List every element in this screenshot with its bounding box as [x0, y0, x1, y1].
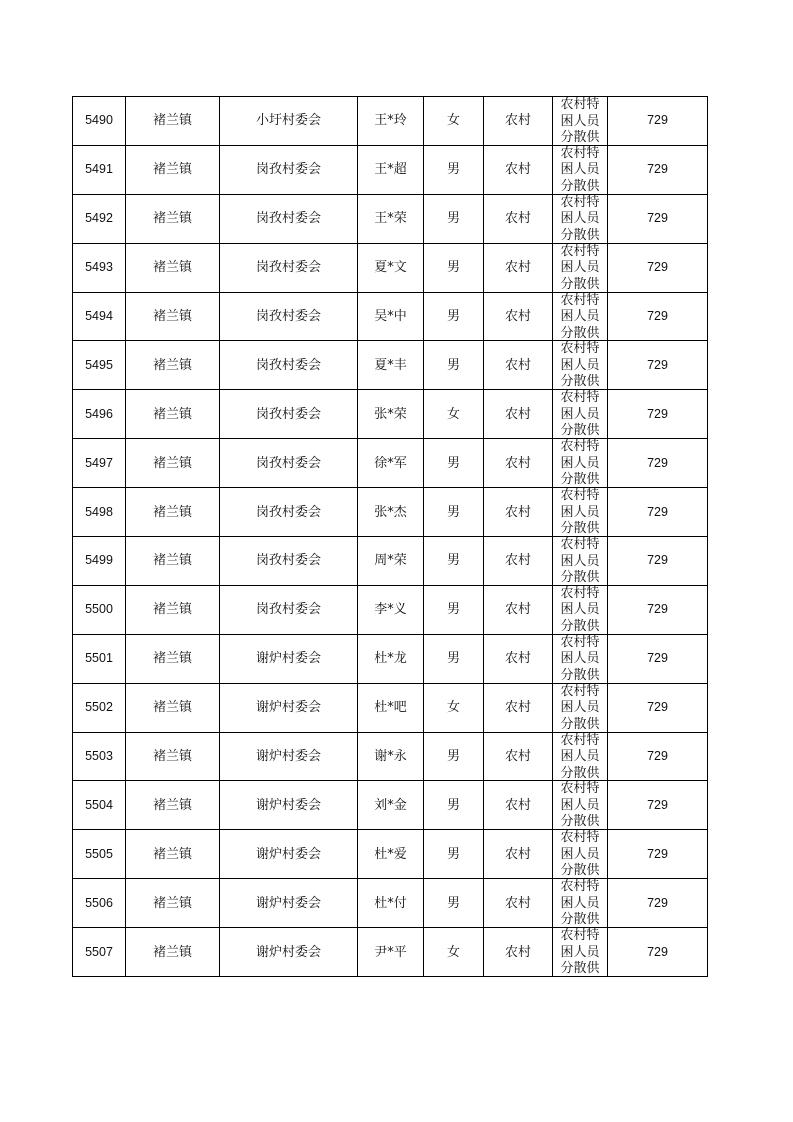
cell-town: 褚兰镇: [126, 781, 220, 830]
cell-gender: 男: [424, 879, 484, 928]
cell-village-committee: 谢炉村委会: [220, 683, 358, 732]
table-row: [73, 634, 708, 683]
cell-person-name: 王*玲: [358, 97, 424, 146]
cell-assistance-category: [553, 439, 608, 488]
cell-village-committee: 岗孜村委会: [220, 439, 358, 488]
cell-town: 褚兰镇: [126, 390, 220, 439]
cell-person-name: 刘*金: [358, 781, 424, 830]
assistance-category-text: 农村特困人员分散供: [560, 781, 600, 829]
cell-village-committee: 岗孜村委会: [220, 292, 358, 341]
cell-assistance-category: [553, 390, 608, 439]
cell-village-committee: 谢炉村委会: [220, 634, 358, 683]
cell-amount: 729: [608, 341, 708, 390]
cell-village-committee: 岗孜村委会: [220, 243, 358, 292]
cell-area-type: 农村: [484, 488, 553, 537]
table-row: [73, 585, 708, 634]
assistance-category-text: 农村特困人员分散供: [560, 830, 600, 878]
cell-amount: 729: [608, 390, 708, 439]
cell-town: 褚兰镇: [126, 683, 220, 732]
cell-assistance-category: [553, 879, 608, 928]
cell-serial-number: 5502: [73, 683, 126, 732]
cell-village-committee: 谢炉村委会: [220, 879, 358, 928]
assistance-category-text: 农村特困人员分散供: [560, 879, 600, 927]
cell-area-type: 农村: [484, 634, 553, 683]
cell-area-type: 农村: [484, 243, 553, 292]
cell-gender: 女: [424, 683, 484, 732]
cell-serial-number: 5492: [73, 194, 126, 243]
table-row: [73, 341, 708, 390]
cell-amount: 729: [608, 879, 708, 928]
cell-person-name: 杜*吧: [358, 683, 424, 732]
cell-assistance-category: [553, 488, 608, 537]
table-row: [73, 194, 708, 243]
cell-assistance-category: [553, 97, 608, 146]
cell-village-committee: 岗孜村委会: [220, 194, 358, 243]
cell-amount: 729: [608, 243, 708, 292]
cell-gender: 男: [424, 830, 484, 879]
cell-gender: 男: [424, 488, 484, 537]
cell-assistance-category: [553, 781, 608, 830]
cell-serial-number: 5499: [73, 537, 126, 586]
cell-village-committee: 岗孜村委会: [220, 390, 358, 439]
cell-gender: 女: [424, 390, 484, 439]
table-row: [73, 97, 708, 146]
cell-person-name: 谢*永: [358, 732, 424, 781]
cell-assistance-category: [553, 634, 608, 683]
cell-assistance-category: [553, 145, 608, 194]
table-row: [73, 390, 708, 439]
cell-serial-number: 5491: [73, 145, 126, 194]
assistance-category-text: 农村特困人员分散供: [560, 390, 600, 438]
cell-town: 褚兰镇: [126, 194, 220, 243]
cell-person-name: 李*义: [358, 585, 424, 634]
cell-gender: 男: [424, 341, 484, 390]
cell-village-committee: 岗孜村委会: [220, 488, 358, 537]
assistance-category-text: 农村特困人员分散供: [560, 341, 600, 389]
cell-gender: 男: [424, 145, 484, 194]
table-row: [73, 928, 708, 977]
cell-assistance-category: [553, 292, 608, 341]
cell-amount: 729: [608, 488, 708, 537]
cell-town: 褚兰镇: [126, 634, 220, 683]
cell-gender: 女: [424, 928, 484, 977]
cell-serial-number: 5494: [73, 292, 126, 341]
cell-town: 褚兰镇: [126, 341, 220, 390]
cell-amount: 729: [608, 194, 708, 243]
cell-gender: 男: [424, 781, 484, 830]
cell-gender: 男: [424, 732, 484, 781]
cell-town: 褚兰镇: [126, 97, 220, 146]
cell-village-committee: 小圩村委会: [220, 97, 358, 146]
cell-serial-number: 5505: [73, 830, 126, 879]
assistance-category-text: 农村特困人员分散供: [560, 488, 600, 536]
cell-amount: 729: [608, 537, 708, 586]
table-row: [73, 683, 708, 732]
cell-gender: 女: [424, 97, 484, 146]
cell-person-name: 周*荣: [358, 537, 424, 586]
cell-person-name: 夏*丰: [358, 341, 424, 390]
cell-area-type: 农村: [484, 194, 553, 243]
assistance-category-text: 农村特困人员分散供: [560, 928, 600, 976]
cell-serial-number: 5495: [73, 341, 126, 390]
cell-person-name: 王*超: [358, 145, 424, 194]
cell-serial-number: 5506: [73, 879, 126, 928]
cell-serial-number: 5493: [73, 243, 126, 292]
table-row: [73, 488, 708, 537]
assistance-category-text: 农村特困人员分散供: [560, 537, 600, 585]
cell-gender: 男: [424, 439, 484, 488]
cell-area-type: 农村: [484, 145, 553, 194]
cell-amount: 729: [608, 781, 708, 830]
cell-area-type: 农村: [484, 97, 553, 146]
cell-person-name: 杜*付: [358, 879, 424, 928]
cell-serial-number: 5498: [73, 488, 126, 537]
assistance-category-text: 农村特困人员分散供: [560, 732, 600, 780]
cell-area-type: 农村: [484, 683, 553, 732]
table-row: [73, 439, 708, 488]
cell-area-type: 农村: [484, 341, 553, 390]
table-row: [73, 243, 708, 292]
cell-gender: 男: [424, 634, 484, 683]
cell-amount: 729: [608, 732, 708, 781]
cell-person-name: 张*荣: [358, 390, 424, 439]
assistance-category-text: 农村特困人员分散供: [560, 634, 600, 682]
cell-village-committee: 谢炉村委会: [220, 732, 358, 781]
cell-amount: 729: [608, 97, 708, 146]
cell-town: 褚兰镇: [126, 292, 220, 341]
records-table-body: [73, 97, 708, 977]
cell-person-name: 王*荣: [358, 194, 424, 243]
cell-gender: 男: [424, 292, 484, 341]
assistance-category-text: 农村特困人员分散供: [560, 97, 600, 144]
cell-person-name: 杜*龙: [358, 634, 424, 683]
cell-gender: 男: [424, 585, 484, 634]
cell-serial-number: 5503: [73, 732, 126, 781]
assistance-category-text: 农村特困人员分散供: [560, 585, 600, 633]
cell-serial-number: 5504: [73, 781, 126, 830]
cell-assistance-category: [553, 830, 608, 879]
cell-assistance-category: [553, 194, 608, 243]
assistance-category-text: 农村特困人员分散供: [560, 439, 600, 487]
cell-town: 褚兰镇: [126, 145, 220, 194]
cell-amount: 729: [608, 292, 708, 341]
cell-gender: 男: [424, 194, 484, 243]
cell-amount: 729: [608, 683, 708, 732]
cell-village-committee: 谢炉村委会: [220, 781, 358, 830]
cell-area-type: 农村: [484, 537, 553, 586]
cell-area-type: 农村: [484, 292, 553, 341]
cell-village-committee: 岗孜村委会: [220, 537, 358, 586]
cell-assistance-category: [553, 683, 608, 732]
cell-area-type: 农村: [484, 830, 553, 879]
cell-amount: 729: [608, 634, 708, 683]
cell-village-committee: 谢炉村委会: [220, 830, 358, 879]
cell-person-name: 尹*平: [358, 928, 424, 977]
cell-town: 褚兰镇: [126, 879, 220, 928]
cell-amount: 729: [608, 830, 708, 879]
cell-assistance-category: [553, 732, 608, 781]
cell-area-type: 农村: [484, 439, 553, 488]
cell-assistance-category: [553, 585, 608, 634]
assistance-category-text: 农村特困人员分散供: [560, 292, 600, 340]
cell-area-type: 农村: [484, 928, 553, 977]
cell-amount: 729: [608, 145, 708, 194]
cell-area-type: 农村: [484, 732, 553, 781]
cell-serial-number: 5500: [73, 585, 126, 634]
cell-town: 褚兰镇: [126, 585, 220, 634]
cell-amount: 729: [608, 439, 708, 488]
cell-person-name: 吴*中: [358, 292, 424, 341]
table-row: [73, 145, 708, 194]
cell-person-name: 夏*文: [358, 243, 424, 292]
records-sheet: [72, 96, 707, 977]
table-row: [73, 732, 708, 781]
cell-serial-number: 5501: [73, 634, 126, 683]
cell-person-name: 张*杰: [358, 488, 424, 537]
cell-assistance-category: [553, 537, 608, 586]
cell-person-name: 徐*军: [358, 439, 424, 488]
table-row: [73, 292, 708, 341]
table-row: [73, 781, 708, 830]
cell-area-type: 农村: [484, 390, 553, 439]
table-row: [73, 879, 708, 928]
cell-gender: 男: [424, 243, 484, 292]
cell-serial-number: 5497: [73, 439, 126, 488]
cell-amount: 729: [608, 585, 708, 634]
cell-gender: 男: [424, 537, 484, 586]
table-row: [73, 537, 708, 586]
cell-town: 褚兰镇: [126, 488, 220, 537]
cell-village-committee: 岗孜村委会: [220, 585, 358, 634]
cell-amount: 729: [608, 928, 708, 977]
cell-town: 褚兰镇: [126, 732, 220, 781]
assistance-category-text: 农村特困人员分散供: [560, 194, 600, 242]
cell-serial-number: 5496: [73, 390, 126, 439]
cell-town: 褚兰镇: [126, 537, 220, 586]
cell-person-name: 杜*爱: [358, 830, 424, 879]
cell-village-committee: 岗孜村委会: [220, 341, 358, 390]
cell-town: 褚兰镇: [126, 243, 220, 292]
cell-assistance-category: [553, 243, 608, 292]
cell-area-type: 农村: [484, 781, 553, 830]
assistance-category-text: 农村特困人员分散供: [560, 683, 600, 731]
cell-serial-number: 5507: [73, 928, 126, 977]
records-table: [72, 96, 708, 977]
cell-assistance-category: [553, 341, 608, 390]
cell-town: 褚兰镇: [126, 439, 220, 488]
cell-serial-number: 5490: [73, 97, 126, 146]
assistance-category-text: 农村特困人员分散供: [560, 145, 600, 193]
cell-area-type: 农村: [484, 879, 553, 928]
cell-area-type: 农村: [484, 585, 553, 634]
assistance-category-text: 农村特困人员分散供: [560, 243, 600, 291]
cell-town: 褚兰镇: [126, 928, 220, 977]
cell-assistance-category: [553, 928, 608, 977]
table-row: [73, 830, 708, 879]
cell-village-committee: 谢炉村委会: [220, 928, 358, 977]
cell-village-committee: 岗孜村委会: [220, 145, 358, 194]
cell-town: 褚兰镇: [126, 830, 220, 879]
